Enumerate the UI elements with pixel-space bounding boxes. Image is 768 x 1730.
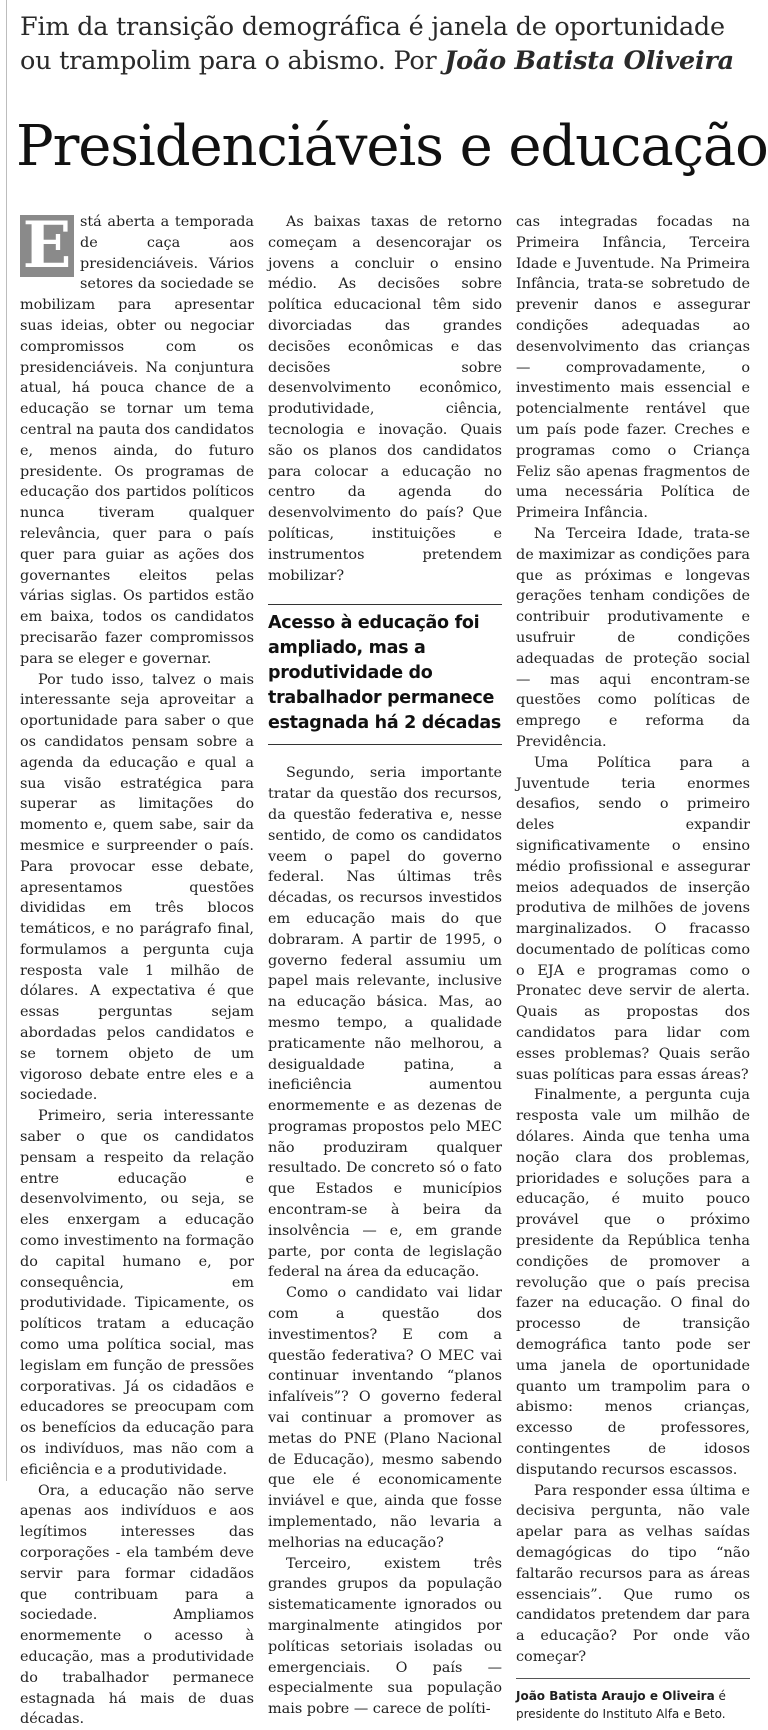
paragraph-continued: cas integradas focadas na Primeira Infância, Terceira Idade e Juventude. Na Primeira Infância, trata-se sobretudo de prevenir danos e assegurar condições adequadas ao desenvolvimento das crianças — comprovadamente, o investimento mais essencial e potencialmente rentável que um país pode fazer. Creches e programas como o Criança Feliz são apenas fragmentos de uma necessária Política de Primeira Infância. bbox=[516, 214, 750, 522]
paragraph: Segundo, seria importante tratar da questão dos recursos, da questão federativa e, nesse sentido, de como os candidatos veem o papel do governo federal. Nas últimas três décadas, os recursos investidos em educação mais do que dobraram. A partir de 1995, o governo federal assumiu um papel mais relevante, inclusive na educação básica. Mas, ao mesmo tempo, a qualidade praticamente não melhorou, a desigualdade patina, a ineficiência aumentou enormemente e as dezenas de programas propostos pelo MEC não produziram qualquer resultado. De concreto só o fato que Estados e municípios encontram-se à beira da insolvência — e, em grande parte, por conta de legislação federal na área da educação. bbox=[268, 765, 502, 1281]
paragraph: Uma Política para a Juventude teria enormes desafios, sendo o primeiro deles expandir significativamente o ensino médio profissional e assegurar meios adequados de inserção produtiva de milhões de jovens marginalizados. O fracasso documentado de políticas como o EJA e programas como o Pronatec deve servir de alerta. Quais as propostas dos candidatos para lidar com esses problemas? Quais serão suas políticas para essas áreas? bbox=[516, 754, 750, 1083]
kicker-line-1: Fim da transição demográfica é janela de oportunidade bbox=[20, 12, 725, 42]
author-bio bbox=[516, 1678, 750, 1723]
bio-author-name: João Batista Araujo e Oliveira bbox=[516, 1688, 715, 1703]
article-column-3 bbox=[516, 212, 750, 1723]
paragraph-lead bbox=[20, 208, 254, 670]
article-column-2 bbox=[268, 212, 502, 1720]
article-kicker bbox=[20, 10, 760, 78]
pull-quote: Acesso à educação foi ampliado, mas a produtividade do trabalhador permanece estagnada há 2 décadas bbox=[268, 604, 502, 745]
paragraph: Primeiro, seria interessante saber o que os candidatos pensam a respeito da relação entre educação e desenvolvimento, ou seja, se eles enxergam a educação como investimento na formação do capital humano e, por consequência, em produtividade. Tipicamente, os políticos tratam a educação como uma política social, mas legislam em função de pressões corporativas. Já os cidadãos e educadores se preocupam com os benefícios da educação para os indivíduos, mas não com a eficiência e a produtividade. bbox=[20, 1108, 254, 1478]
bio-text: é presidente do Instituto Alfa e Beto. bbox=[516, 1688, 726, 1721]
lead-text: stá aberta a temporada de caça aos presidenciáveis. Vários setores da sociedade se mobilizam para apresentar suas ideias, obter ou negociar compromissos com os presidenciáveis. Na conjuntura atual, há pouca chance de a educação se tornar um tema central na pauta dos candidatos e, menos ainda, do futuro presidente. Os programas de educação dos partidos políticos nunca tiveram qualquer relevância, quer para o país quer para guiar as ações dos governantes eleitos pelas várias siglas. Os partidos estão em baixa, todos os candidatos precisarão fazer compromissos para se eleger e governar. bbox=[20, 214, 254, 667]
article-column-1 bbox=[20, 208, 254, 1730]
paragraph: As baixas taxas de retorno começam a desencorajar os jovens a concluir o ensino médio. As decisões sobre política educacional têm sido divorciadas das grandes decisões econômicas e das decisões sobre desenvolvimento econômico, produtividade, ciência, tecnologia e inovação. Quais são os planos dos candidatos para colocar a educação no centro da agenda do desenvolvimento do país? Que políticas, instituições e instrumentos pretendem mobilizar? bbox=[268, 214, 502, 584]
page-left-rule bbox=[6, 0, 7, 1481]
paragraph: Para responder essa última e decisiva pergunta, não vale apelar para as velhas saídas demagógicas do tipo “não faltarão recursos para as áreas essenciais”. Que rumo os candidatos pretendem dar para a educação? Por onde vão começar? bbox=[516, 1482, 750, 1665]
paragraph: Finalmente, a pergunta cuja resposta vale um milhão de dólares. Ainda que tenha uma noção clara dos problemas, prioridades e soluções para a educação, é muito pouco provável que o próximo presidente da República tenha condições de promover a revolução que o país precisa fazer na educação. O final do processo de transição demográfica tanto pode ser uma janela de oportunidade quanto um trampolim para o abismo: menos crianças, excesso de professores, contingentes de idosos disputando recursos escassos. bbox=[516, 1087, 750, 1478]
kicker-line-2 bbox=[20, 44, 760, 78]
kicker-line-2-text: ou trampolim para o abismo. Por bbox=[20, 46, 445, 76]
paragraph: Na Terceira Idade, trata-se de maximizar as condições para que as próximas e longevas gerações tenham condições de contribuir produtivamente e usufruir de condições adequadas de proteção social — mas aqui encontram-se questões como políticas de emprego e reforma da Previdência. bbox=[516, 525, 750, 750]
paragraph: Terceiro, existem três grandes grupos da população sistematicamente ignorados ou marginalmente atingidos por políticas setoriais isoladas ou emergenciais. O país — especialmente sua população mais pobre — carece de políti- bbox=[268, 1555, 502, 1718]
drop-cap: E bbox=[20, 215, 74, 277]
paragraph: Ora, a educação não serve apenas aos indivíduos e aos legítimos interesses das corporações - ela também deve servir para formar cidadãos que contribuam para a sociedade. Ampliamos enormemente o acesso à educação, mas a produtividade do trabalhador permanece estagnada há mais de duas décadas. bbox=[20, 1482, 254, 1728]
paragraph: Como o candidato vai lidar com a questão dos investimentos? E com a questão federativa? O MEC vai continuar inventando “planos infalíveis”? O governo federal vai continuar a promover as metas do PNE (Plano Nacional de Educação), mesmo sabendo que ele é economicamente inviável e que, ainda que fosse implementado, não levaria a melhorias na educação? bbox=[268, 1285, 502, 1551]
paragraph: Por tudo isso, talvez o mais interessante seja aproveitar a oportunidade para saber o que os candidatos pensam sobre a agenda da educação e qual a sua visão estratégica para superar as limitações do momento e, quem sabe, sair da mesmice e surpreender o país. Para provocar esse debate, apresentamos questões divididas em três blocos temáticos, e no parágrafo final, formulamos a pergunta cuja resposta vale 1 milhão de dólares. A expectativa é que essas perguntas sejam abordadas pelos candidatos e se tornem objeto de um vigoroso debate entre eles e a sociedade. bbox=[20, 671, 254, 1104]
kicker-author: João Batista Oliveira bbox=[444, 46, 734, 76]
article-headline: Presidenciáveis e educação bbox=[16, 114, 768, 179]
